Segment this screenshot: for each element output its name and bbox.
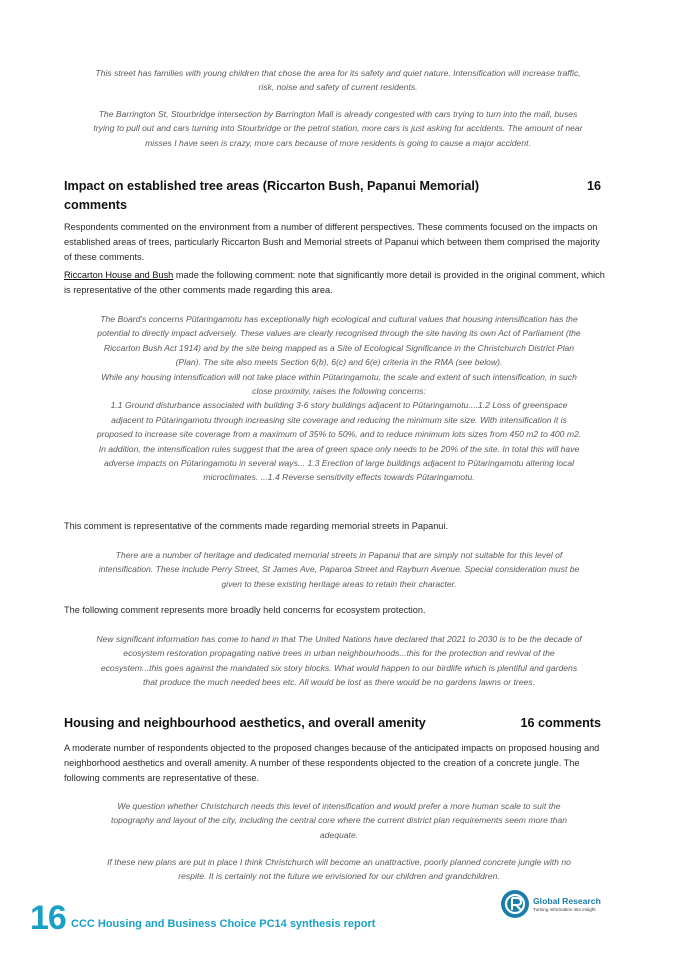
riccarton-paragraph	[64, 268, 609, 298]
global-research-logo	[500, 889, 610, 919]
logo-tagline: Turning information into insight	[533, 907, 596, 912]
board-quote-paragraph-3: 1.1 Ground disturbance associated with building 3-6 story buildings adjacent to Pūtaringamotu....1.2 Loss of greenspace adjacent to Pūtaringamotu through increasing site coverage and reducing the minimum site size. With intensification it is proposed to increase site coverage from a maximum of 35% to 50%, and to reduce minimum lots sizes from 450 m2 to 400 m2. In addition, the intensification rules suggest that the area of green space only needs to be 20% of the site. In total this will have adverse impacts on Pūtaringamotu in several ways... 1.3 Erection of large buildings adjacent to Pūtaringamotu altering local microclimates. ...1.4 Reverse sensitivity effects towards Pūtaringamotu.	[96, 400, 582, 483]
section-heading-aesthetics	[64, 714, 609, 733]
aesthetics-quote-1: We question whether Christchurch needs this level of intensification and would prefer a more human scale to suit the topography and layout of the city, including the central core where the current district plan requirements seem more than adequate.	[110, 801, 568, 840]
memorial-intro: This comment is representative of the comments made regarding memorial streets in Papanui.	[64, 521, 449, 531]
quote-barrington: The Barrington St, Stourbridge intersection by Barrington Mall is already congested with cars trying to turn into the mall, buses trying to pull out and cars turning into Stourbridge or the petrol station, more cars is just asking for accidents. The amount of near misses I have seen is crazy, more cars because of more residents is going to cause a major accident.	[93, 109, 583, 148]
footer-report-title: CCC Housing and Business Choice PC14 synthesis report	[71, 918, 376, 930]
quote-safety: This street has families with young children that chose the area for its safety and quiet nature. Intensification will increase traffic, risk, noise and safety of current residents.	[95, 68, 581, 93]
section-heading-trees	[64, 177, 609, 215]
page-number: 16	[30, 899, 66, 937]
section-count-aesthetics: 16 comments	[520, 716, 601, 730]
board-quote-paragraph-2: While any housing intensification will not take place within Pūtaringamotu, the scale and extent of such intensification, in such close proximity, raises the following concerns:	[101, 371, 577, 397]
section-count-trees: 16	[586, 179, 601, 193]
section-heading-aesthetics-text: Housing and neighbourhood aesthetics, and overall amenity	[64, 716, 426, 730]
global-research-logo-icon	[500, 889, 530, 919]
trees-intro-paragraph: Respondents commented on the environment from a number of different perspectives. These comments focused on the impacts on established areas of trees, particularly Riccarton Bush and Memorial streets of Papanui which between them comprised the majority of these comments.	[64, 222, 600, 262]
board-quote	[96, 312, 582, 485]
aesthetics-quote-2: If these new plans are put in place I think Christchurch will become an unattractive, poorly planned concrete jungle with no respite. It is certainly not the future we envisioned for our children and grandchildren.	[107, 857, 571, 882]
aesthetics-intro-paragraph: A moderate number of respondents objected to the proposed changes because of the anticipated impacts on proposed housing and neighborhood aesthetics and overall amenity. A number of these respondents objected to the creation of a concrete jungle. The following comments are representative of these.	[64, 743, 600, 783]
memorial-quote: There are a number of heritage and dedicated memorial streets in Papanui that are simply not suitable for this level of intensification. These include Perry Street, St James Ave, Paparoa Street and Rayburn Avenue. Special consideration must be given to these existing heritage areas to retain their character.	[98, 550, 580, 589]
riccarton-link[interactable]: Riccarton House and Bush	[64, 270, 174, 280]
eco-intro: The following comment represents more broadly held concerns for ecosystem protection.	[64, 605, 426, 615]
logo-title: Global Research	[533, 896, 601, 906]
board-quote-paragraph-1: The Board's concerns Pūtaringamotu has exceptionally high ecological and cultural values that housing intensification has the potential to directly impact adversely. These values are clearly recognised through the site having its own Act of Parliament (the Riccarton Bush Act 1914) and by the site being mapped as a Site of Ecological Significance in the Christchurch District Plan (Plan). The site also meets Section 6(b), 6(c) and 6(e) criteria in the RMA (see below).	[97, 314, 581, 368]
eco-quote: New significant information has come to hand in that The United Nations have declared that 2021 to 2030 is to be the decade of ecosystem restoration propagating native trees in urban neighbourhoods...this for the protection and revival of the ecosystem...this goes against the mandated six story blocks. What would happen to our birdlife which is plentiful and gardens that produce the much needed bees etc. All would be lost as there would be no gardens lawns or trees.	[96, 634, 582, 688]
section-heading-trees-text: Impact on established tree areas (Riccarton Bush, Papanui Memorial) comments	[64, 179, 480, 212]
riccarton-paragraph-text: made the following comment: note that significantly more detail is provided in the original comment, which is representative of the other comments made regarding this area.	[64, 270, 605, 295]
